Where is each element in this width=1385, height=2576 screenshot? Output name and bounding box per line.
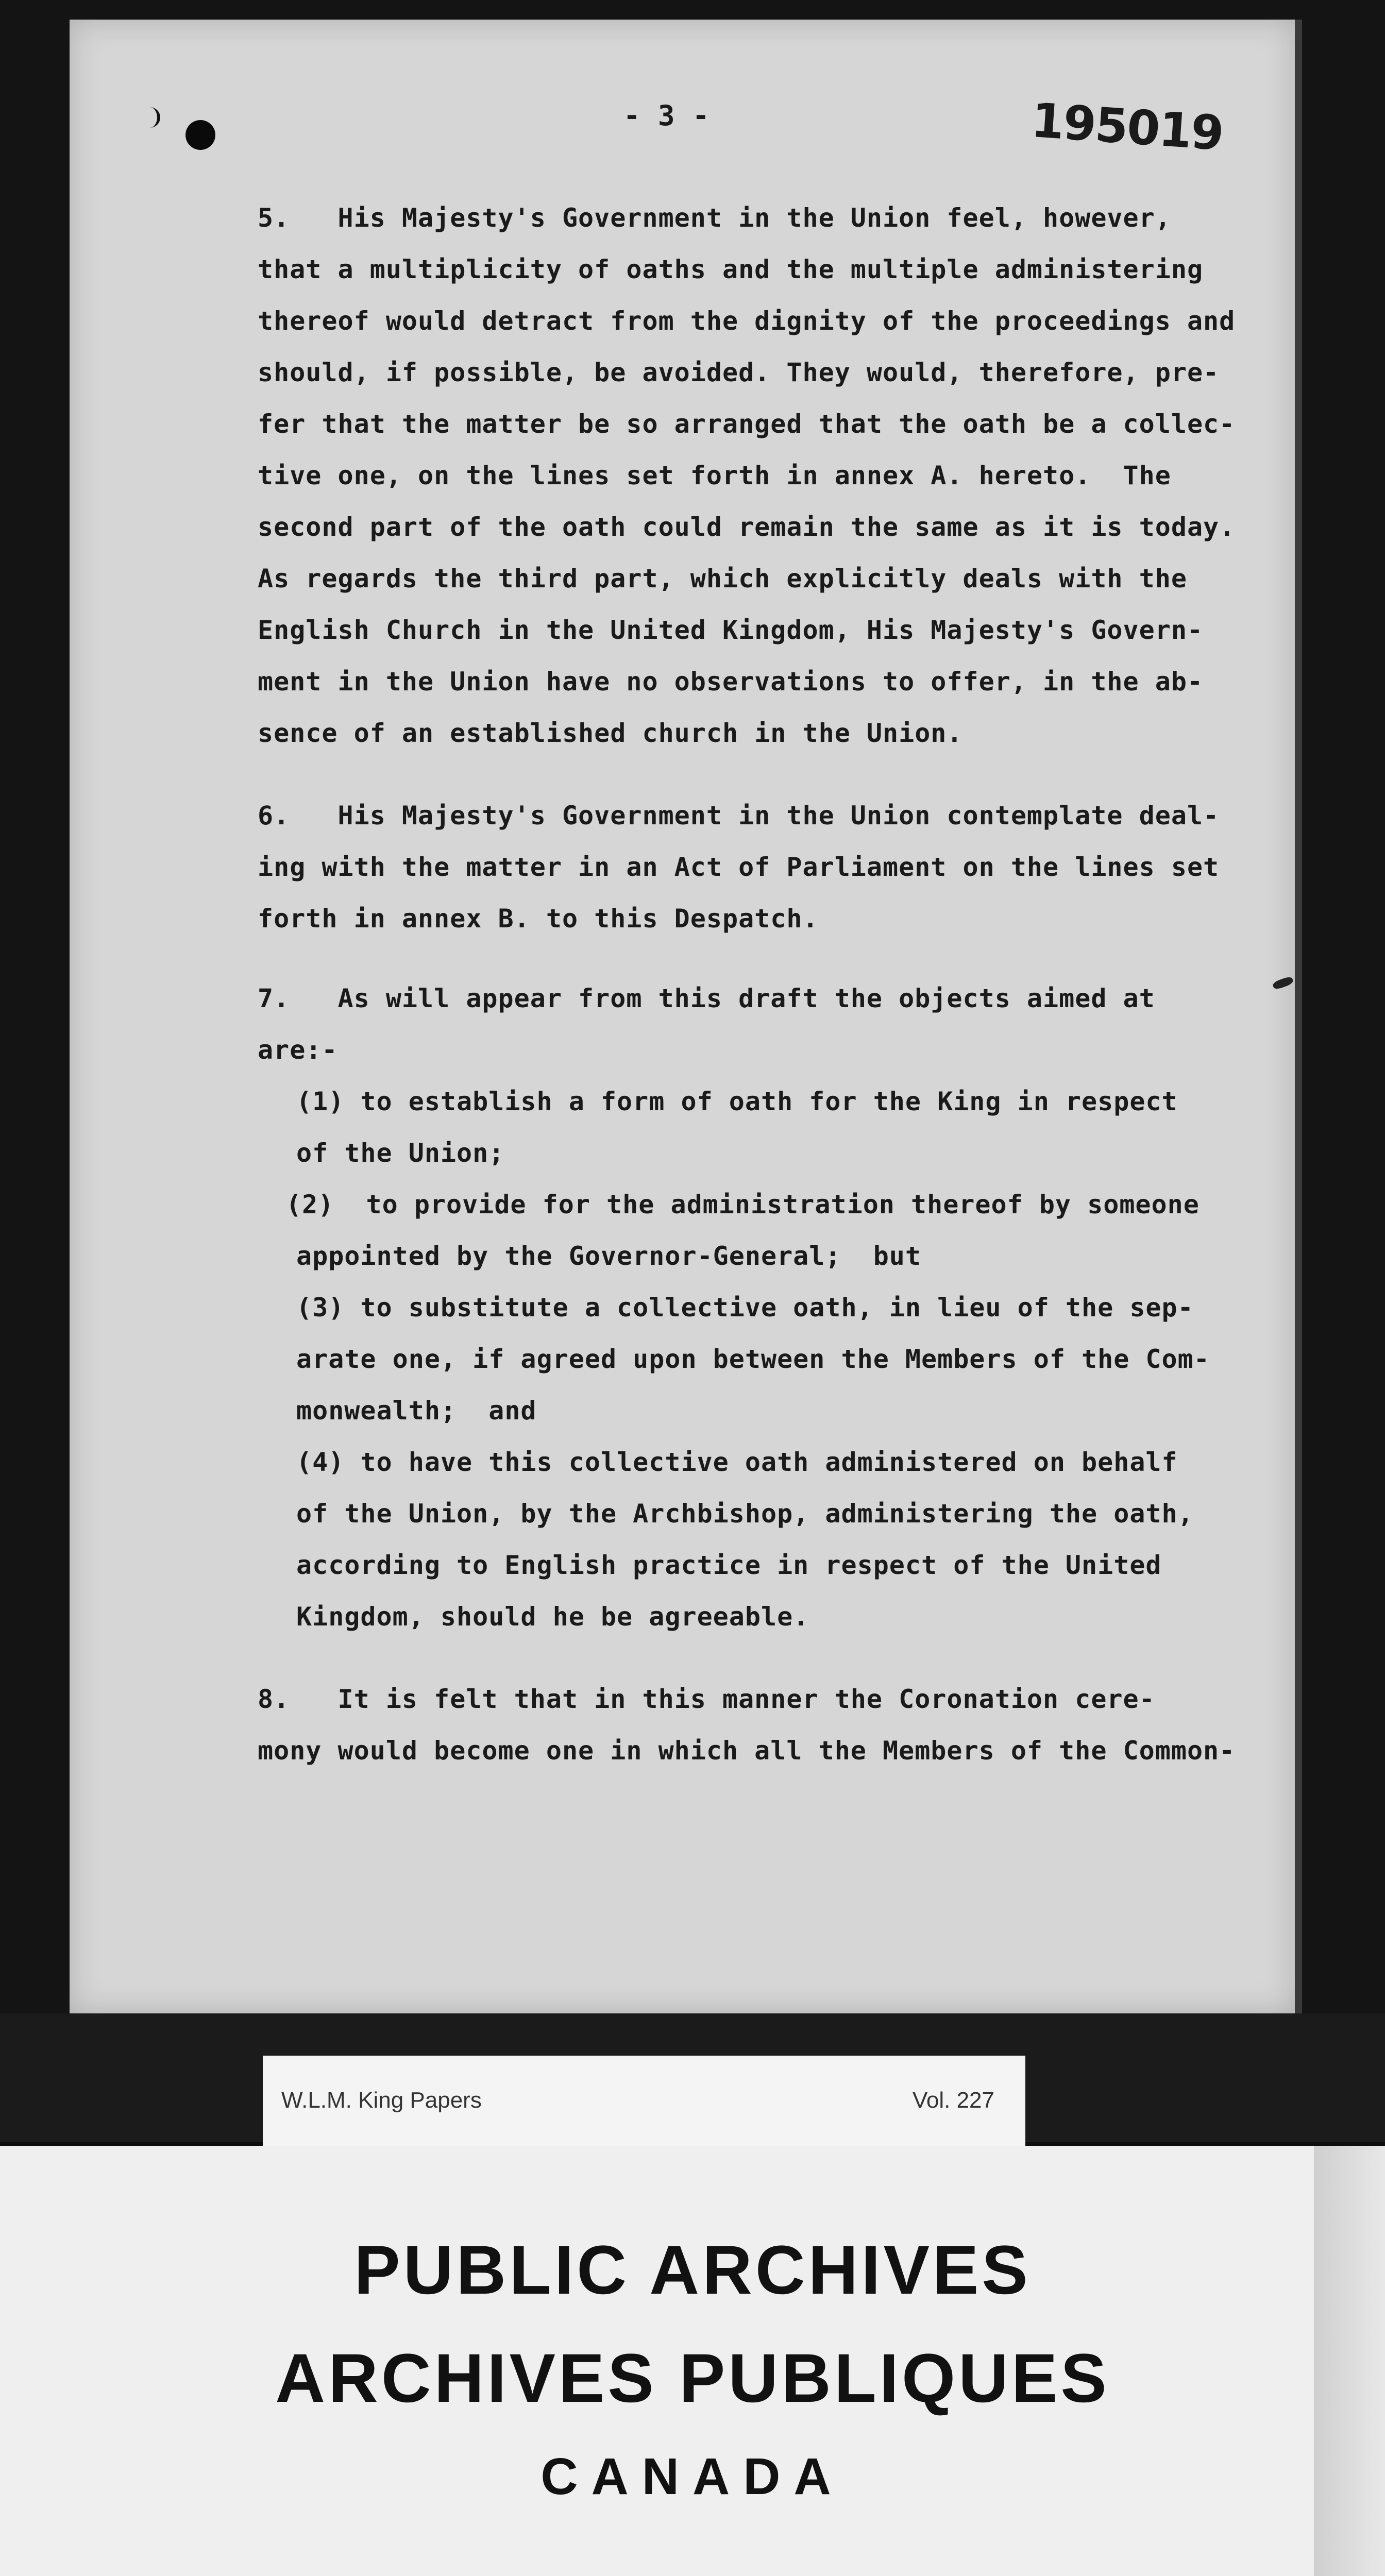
text-line: (3) to substitute a collective oath, in lieu of the sep- [296,1293,1194,1323]
text-line: English Church in the United Kingdom, His Majesty's Govern- [258,615,1204,645]
archives-title-french: ARCHIVES PUBLIQUES [275,2340,1110,2417]
text-line: fer that the matter be so arranged that the oath be a collec- [258,409,1236,439]
text-line: are:- [258,1035,338,1065]
text-line: arate one, if agreed upon between the Members of the Com- [296,1344,1210,1374]
text-line: that a multiplicity of oaths and the multiple administering [258,255,1204,284]
text-line: 8. It is felt that in this manner the Coronation cere- [258,1684,1155,1714]
text-line: mony would become one in which all the Members of the Common- [258,1736,1236,1766]
page-number: - 3 - [623,99,710,132]
document-page [70,20,1295,2013]
archives-title-english: PUBLIC ARCHIVES [354,2232,1031,2309]
text-line: (2) to provide for the administration thereof by someone [286,1190,1200,1219]
text-line: 6. His Majesty's Government in the Union contemplate deal- [258,801,1220,831]
text-line: of the Union; [296,1138,505,1168]
text-line: ment in the Union have no observations to offer, in the ab- [258,667,1204,697]
text-line: should, if possible, be avoided. They would, therefore, pre- [258,358,1220,387]
archives-country: CANADA [541,2448,844,2505]
page-edge-shadow [1295,20,1302,2013]
text-line: appointed by the Governor-General; but [296,1241,921,1271]
text-line: of the Union, by the Archbishop, administering the oath, [296,1499,1194,1529]
reference-label [263,2056,1025,2146]
text-line: As regards the third part, which explicitly deals with the [258,564,1187,594]
text-line: (4) to have this collective oath administered on behalf [296,1447,1178,1477]
text-line: 5. His Majesty's Government in the Union feel, however, [258,203,1171,233]
typed-text [70,20,1295,2013]
text-line: second part of the oath could remain the same as it is today. [258,512,1236,542]
text-line: tive one, on the lines set forth in annex A. hereto. The [258,461,1171,490]
collection-name: W.L.M. King Papers [281,2088,482,2113]
text-line: sence of an established church in the Union. [258,718,963,748]
stamped-document-number: 195019 [1029,93,1225,161]
text-line: monwealth; and [296,1396,537,1426]
text-line: Kingdom, should he be agreeable. [296,1602,809,1632]
text-line: forth in annex B. to this Despatch. [258,904,819,934]
text-line: ing with the matter in an Act of Parliament on the lines set [258,852,1220,882]
text-line: thereof would detract from the dignity of the proceedings and [258,306,1236,336]
text-line: according to English practice in respect of the United [296,1550,1162,1580]
text-line: 7. As will appear from this draft the objects aimed at [258,984,1155,1013]
volume-number: Vol. 227 [912,2088,994,2113]
text-line: (1) to establish a form of oath for the King in respect [296,1087,1178,1116]
